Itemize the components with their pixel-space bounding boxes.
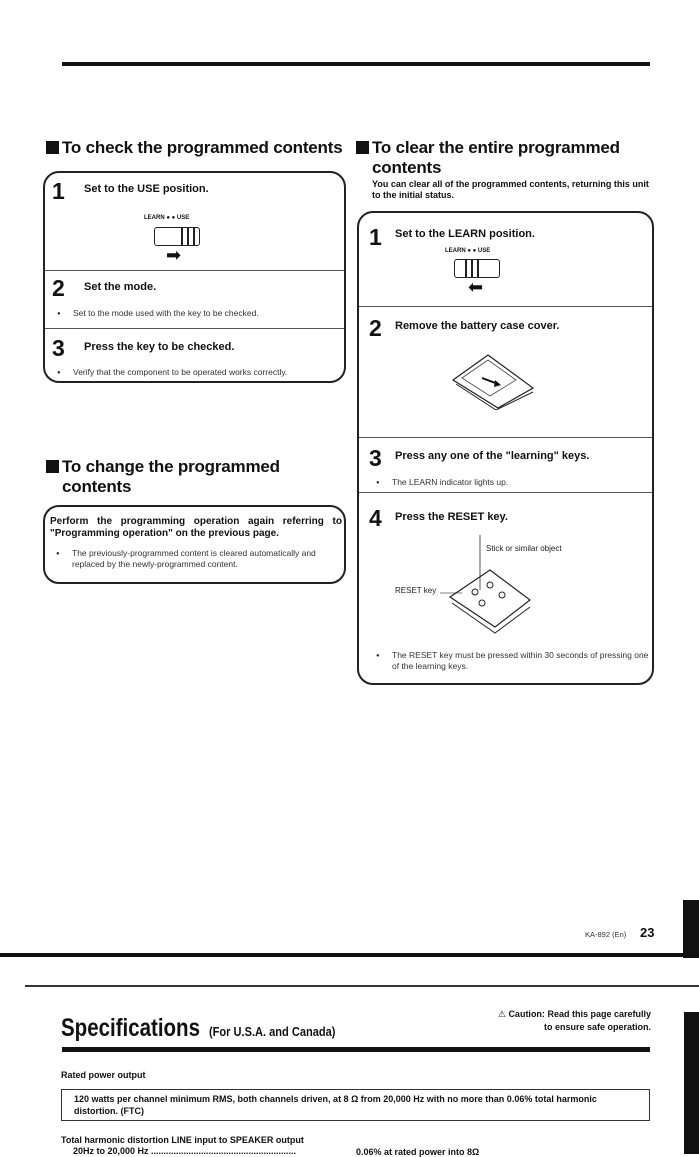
step-title: Press the RESET key. (395, 511, 508, 523)
specs-rule (62, 1047, 650, 1052)
step-number: 3 (52, 335, 65, 361)
rated-power-label: Rated power output (61, 1070, 146, 1080)
arrow-right-icon: ➡ (166, 245, 182, 265)
clear-heading (356, 138, 620, 178)
clear-heading-line1: To clear the entire programmed (372, 138, 620, 157)
step-title: Remove the battery case cover. (395, 320, 560, 332)
use-label: USE (477, 248, 491, 254)
change-heading (46, 457, 280, 497)
change-heading-line1: To change the programmed (62, 457, 280, 476)
scan-rule (25, 985, 699, 987)
footer-model: KA-892 (En) (585, 930, 627, 939)
step-title: Set to the USE position. (84, 183, 209, 195)
step-title: Set to the LEARN position. (395, 228, 535, 240)
use-label: USE (176, 215, 190, 221)
bullet-text: ● Verify that the component to be operated works correctly. (73, 367, 287, 378)
caution-label: Caution: (508, 1009, 545, 1019)
switch-icon (154, 227, 200, 246)
page-break-rule (0, 953, 699, 957)
step-number: 1 (52, 178, 65, 204)
divider (45, 328, 344, 329)
change-heading-line2: contents (62, 477, 132, 496)
caution-text: Read this page carefully (547, 1009, 651, 1019)
step-number: 2 (52, 275, 65, 301)
bullet-text: ● The RESET key must be pressed within 30 seconds of pressing one of the learning keys. (392, 650, 650, 672)
divider (359, 437, 652, 438)
step-title: Press the key to be checked. (84, 341, 235, 353)
reset-key-label: RESET key (395, 586, 437, 595)
thd-range: 20Hz to 20,000 Hz .......................................................... (73, 1146, 297, 1156)
step-number: 4 (369, 505, 382, 531)
caution-notice (481, 1008, 651, 1034)
clear-subtitle: You can clear all of the programmed contents, returning this unit to the initial status. (372, 179, 649, 200)
caution-icon: ⚠ (497, 1009, 506, 1019)
divider (359, 492, 652, 493)
thd-value: 0.06% at rated power into 8Ω (356, 1147, 480, 1157)
change-instruction: Perform the programming operation again referring to "Programming operation" on the previous page. (50, 516, 342, 539)
step-title: Press any one of the "learning" keys. (395, 450, 590, 462)
step-number: 3 (369, 445, 382, 471)
check-heading (46, 138, 342, 158)
bullet-text: ● Set to the mode used with the key to be checked. (73, 308, 259, 319)
battery-cover-illustration (448, 350, 538, 410)
switch-label: LEARN ● ● USE (445, 248, 491, 254)
step-title: Set the mode. (84, 281, 157, 293)
page-edge-bar (683, 900, 699, 958)
rated-power-box (61, 1089, 650, 1121)
reset-key-illustration (420, 535, 540, 635)
step-number: 1 (369, 224, 382, 250)
step-number: 2 (369, 315, 382, 341)
specs-title (61, 1014, 358, 1043)
arrow-left-icon: ➡ (468, 277, 484, 297)
switch-icon (454, 259, 500, 278)
divider (45, 270, 344, 271)
top-rule (62, 62, 650, 66)
bullet-text: ● The LEARN indicator lights up. (392, 477, 508, 488)
rated-power-text: 120 watts per channel minimum RMS, both channels driven, at 8 Ω from 20,000 Hz with no more than 0.06% total harmonic distortion. (FTC) (74, 1094, 597, 1116)
learn-label: LEARN (144, 215, 165, 221)
switch-label: LEARN ● ● USE (144, 215, 190, 221)
page-number: 23 (640, 925, 655, 940)
learn-label: LEARN (445, 248, 466, 254)
check-heading-text: To check the programmed contents (62, 138, 343, 157)
specs-title-text: Specifications (61, 1014, 200, 1042)
caution-text: to ensure safe operation. (543, 1022, 651, 1032)
bullet-text: ● The previously-programmed content is cleared automatically and replaced by the newly-programmed content. (72, 548, 342, 570)
thd-label: Total harmonic distortion LINE input to SPEAKER output (61, 1135, 304, 1145)
clear-heading-line2: contents (372, 158, 442, 177)
page-edge-bar (684, 1012, 699, 1154)
specs-region: (For U.S.A. and Canada) (208, 1024, 336, 1039)
divider (359, 306, 652, 307)
stick-label: Stick or similar object (486, 544, 562, 553)
